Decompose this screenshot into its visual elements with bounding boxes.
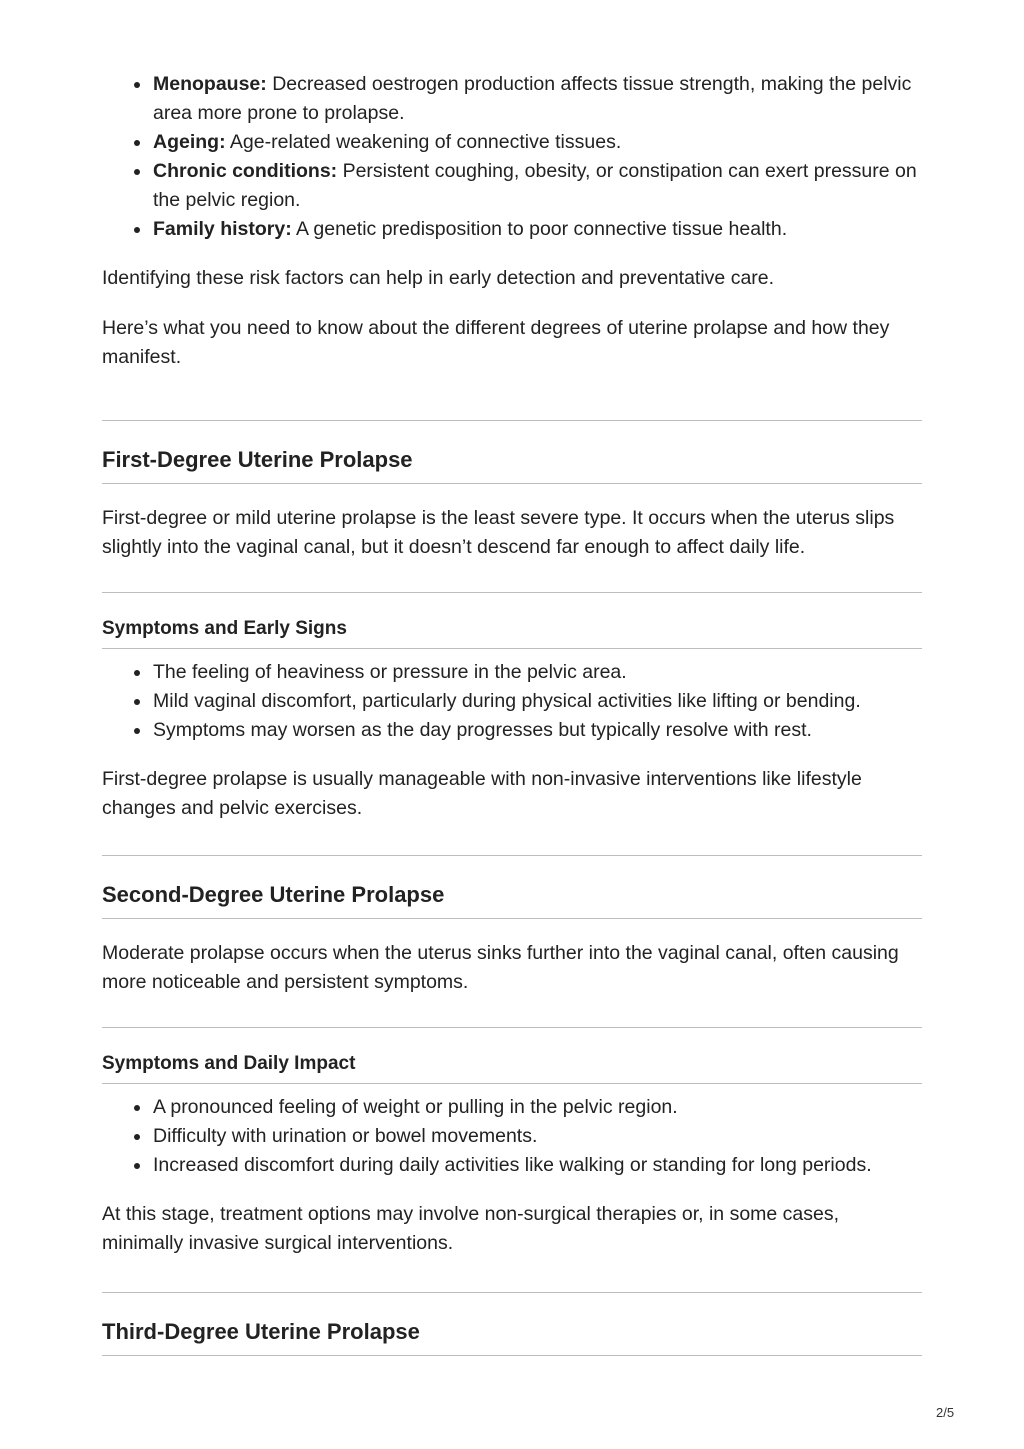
symptom-list — [102, 1093, 922, 1180]
list-item — [153, 1151, 922, 1180]
list-item — [153, 157, 922, 215]
risk-factor-list — [102, 70, 922, 244]
list-item-text: A pronounced feeling of weight or pulling in the pelvic region. — [153, 1096, 678, 1118]
list-item — [153, 687, 922, 716]
list-item-text: Symptoms may worsen as the day progresses but typically resolve with rest. — [153, 719, 812, 741]
list-item — [153, 658, 922, 687]
divider — [102, 918, 922, 919]
divider — [102, 1027, 922, 1028]
bullet-icon — [134, 82, 140, 88]
list-item-text: Decreased oestrogen production affects tissue strength, making the pelvic area more prone to prolapse. — [153, 73, 912, 124]
page-number: 2/5 — [936, 1405, 955, 1420]
divider — [102, 592, 922, 593]
divider — [102, 1083, 922, 1084]
divider — [102, 483, 922, 484]
divider — [102, 855, 922, 856]
list-item — [153, 128, 922, 157]
list-item-text: Age-related weakening of connective tissues. — [229, 131, 622, 153]
bullet-icon — [134, 169, 140, 175]
list-item — [153, 1093, 922, 1122]
list-item-text: The feeling of heaviness or pressure in the pelvic area. — [153, 661, 627, 683]
paragraph: Here’s what you need to know about the different degrees of uterine prolapse and how they manifest. — [102, 317, 890, 368]
list-item-text: Mild vaginal discomfort, particularly during physical activities like lifting or bending. — [153, 690, 861, 712]
list-item-text: Difficulty with urination or bowel movements. — [153, 1125, 538, 1147]
bullet-icon — [134, 1105, 140, 1111]
bullet-icon — [134, 227, 140, 233]
divider — [102, 1292, 922, 1293]
paragraph: At this stage, treatment options may involve non-surgical therapies or, in some cases, minimally invasive surgical interventions. — [102, 1203, 840, 1254]
bullet-icon — [134, 670, 140, 676]
divider — [102, 1355, 922, 1356]
list-item — [153, 1122, 922, 1151]
paragraph: First-degree prolapse is usually manageable with non-invasive interventions like lifestyle changes and pelvic exercises. — [102, 768, 862, 819]
bullet-icon — [134, 140, 140, 146]
list-item-text: Persistent coughing, obesity, or constipation can exert pressure on the pelvic region. — [153, 160, 917, 211]
bullet-icon — [134, 1134, 140, 1140]
section-heading: Second-Degree Uterine Prolapse — [102, 882, 445, 907]
list-item-label: Chronic conditions: — [153, 160, 338, 182]
list-item-label: Ageing: — [153, 131, 226, 153]
section-heading: First-Degree Uterine Prolapse — [102, 447, 413, 472]
section-heading: Third-Degree Uterine Prolapse — [102, 1319, 420, 1344]
paragraph: Moderate prolapse occurs when the uterus sinks further into the vaginal canal, often causing more noticeable and persistent symptoms. — [102, 942, 899, 993]
bullet-icon — [134, 699, 140, 705]
list-item — [153, 215, 922, 244]
bullet-icon — [134, 728, 140, 734]
divider — [102, 420, 922, 421]
paragraph: Identifying these risk factors can help in early detection and preventative care. — [102, 267, 775, 289]
list-item-label: Family history: — [153, 218, 292, 240]
divider — [102, 648, 922, 649]
symptom-list — [102, 658, 922, 745]
list-item-text: Increased discomfort during daily activities like walking or standing for long periods. — [153, 1154, 872, 1176]
list-item — [153, 70, 922, 128]
bullet-icon — [134, 1163, 140, 1169]
list-item — [153, 716, 922, 745]
list-item-label: Menopause: — [153, 73, 267, 95]
paragraph: First-degree or mild uterine prolapse is the least severe type. It occurs when the uterus slips slightly into the vaginal canal, but it doesn’t descend far enough to affect daily life. — [102, 507, 895, 558]
list-item-text: A genetic predisposition to poor connective tissue health. — [296, 218, 788, 240]
subsection-heading: Symptoms and Daily Impact — [102, 1053, 356, 1074]
subsection-heading: Symptoms and Early Signs — [102, 618, 347, 639]
document-page — [102, 70, 922, 1356]
